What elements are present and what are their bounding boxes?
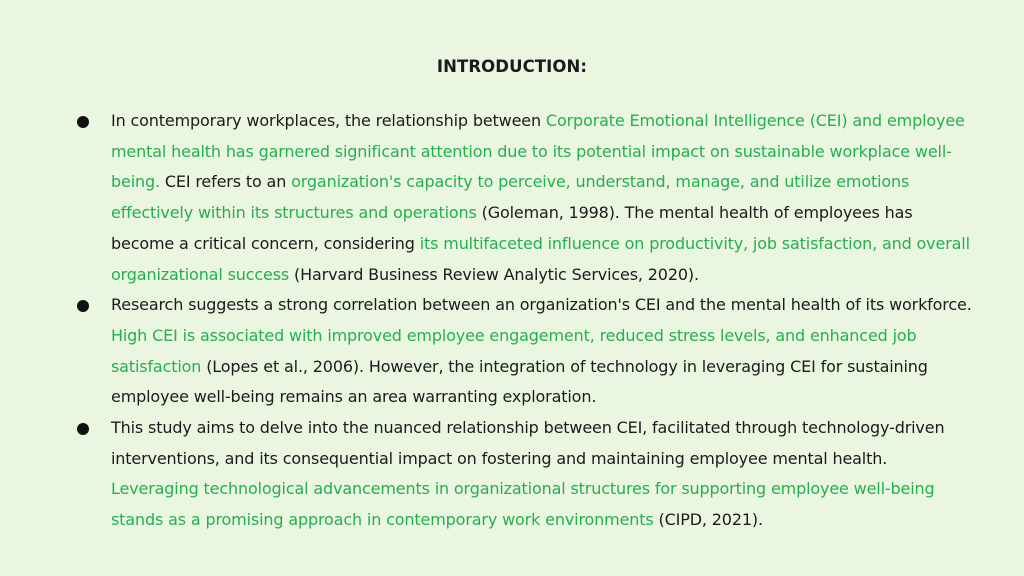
text-segment: (Lopes et al., 2006). However, the integration of technology in leveraging CEI for sustaining employee well-being remains an area warranting exploration. bbox=[111, 356, 928, 407]
bullet-item bbox=[76, 413, 976, 536]
highlighted-text-segment: organization's capacity to perceive, understand, manage, and utilize emotions effectively within its structures and operations bbox=[111, 172, 910, 223]
highlighted-text-segment: High CEI is associated with improved employee engagement, reduced stress levels, and enhanced job satisfaction bbox=[111, 325, 917, 376]
text-segment: (Goleman, 1998). The mental health of employees has become a critical concern, considering bbox=[111, 203, 913, 253]
text-segment: (CIPD, 2021). bbox=[653, 510, 763, 530]
text-segment: In contemporary workplaces, the relationship between bbox=[111, 111, 546, 130]
bullet-dot-icon bbox=[77, 423, 89, 435]
text-segment: (Harvard Business Review Analytic Services, 2020). bbox=[289, 264, 699, 284]
bullet-item bbox=[76, 106, 976, 290]
bullet-item bbox=[76, 290, 976, 413]
bullet-text bbox=[111, 295, 972, 406]
bullet-text bbox=[111, 111, 970, 284]
highlighted-text-segment: Leveraging technological advancements in organizational structures for supporting employee well-being stands as a promising approach in contemporary work environments bbox=[111, 479, 935, 530]
bullet-dot-icon bbox=[77, 300, 89, 312]
bullet-list bbox=[76, 106, 976, 536]
highlighted-text-segment: Corporate Emotional Intelligence (CEI) and employee mental health has garnered significant attention due to its potential impact on sustainable workplace well-being. bbox=[111, 111, 965, 192]
bullet-dot-icon bbox=[77, 116, 89, 128]
highlighted-text-segment: its multifaceted influence on productivity, job satisfaction, and overall organizational success bbox=[111, 233, 970, 284]
text-segment: CEI refers to an bbox=[159, 172, 292, 192]
text-segment: Research suggests a strong correlation between an organization's CEI and the mental health of its workforce. bbox=[111, 295, 972, 315]
bullet-text bbox=[111, 418, 944, 529]
text-segment: This study aims to delve into the nuanced relationship between CEI, facilitated through technology-driven interventions, and its consequential impact on fostering and maintaining employee mental health. bbox=[111, 418, 945, 468]
slide-title: INTRODUCTION: bbox=[436, 57, 588, 76]
